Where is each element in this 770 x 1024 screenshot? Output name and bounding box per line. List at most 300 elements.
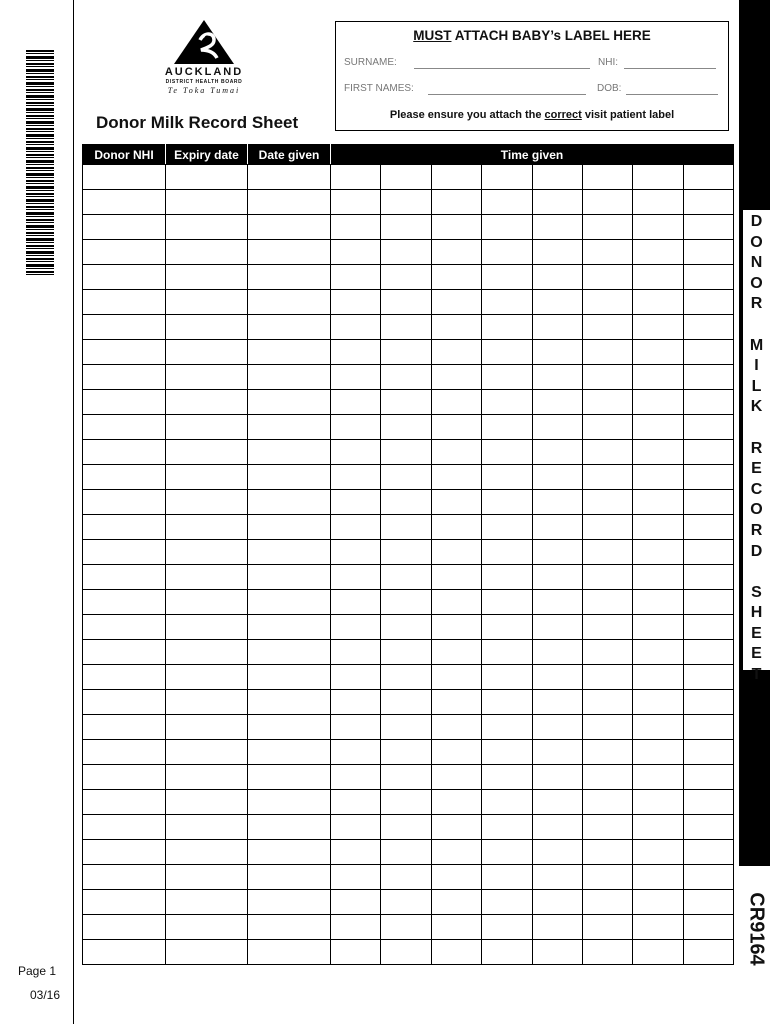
- time-given-cell[interactable]: [683, 915, 733, 940]
- time-given-cell[interactable]: [482, 840, 532, 865]
- time-given-cell[interactable]: [633, 390, 683, 415]
- time-given-cell[interactable]: [582, 540, 632, 565]
- time-given-cell[interactable]: [381, 865, 431, 890]
- time-given-cell[interactable]: [532, 715, 582, 740]
- time-given-cell[interactable]: [381, 740, 431, 765]
- time-given-cell[interactable]: [633, 765, 683, 790]
- time-given-cell[interactable]: [331, 415, 381, 440]
- time-given-cell[interactable]: [431, 590, 481, 615]
- time-given-cell[interactable]: [683, 165, 733, 190]
- expiry-date-cell[interactable]: [166, 865, 248, 890]
- date-given-cell[interactable]: [248, 690, 331, 715]
- donor-nhi-cell[interactable]: [83, 190, 166, 215]
- time-given-cell[interactable]: [331, 665, 381, 690]
- date-given-cell[interactable]: [248, 565, 331, 590]
- time-given-cell[interactable]: [431, 390, 481, 415]
- expiry-date-cell[interactable]: [166, 665, 248, 690]
- expiry-date-cell[interactable]: [166, 165, 248, 190]
- donor-nhi-cell[interactable]: [83, 640, 166, 665]
- expiry-date-cell[interactable]: [166, 915, 248, 940]
- time-given-cell[interactable]: [633, 815, 683, 840]
- time-given-cell[interactable]: [633, 890, 683, 915]
- time-given-cell[interactable]: [331, 515, 381, 540]
- time-given-cell[interactable]: [582, 415, 632, 440]
- time-given-cell[interactable]: [532, 440, 582, 465]
- time-given-cell[interactable]: [532, 840, 582, 865]
- time-given-cell[interactable]: [381, 840, 431, 865]
- time-given-cell[interactable]: [532, 915, 582, 940]
- expiry-date-cell[interactable]: [166, 540, 248, 565]
- time-given-cell[interactable]: [482, 540, 532, 565]
- time-given-cell[interactable]: [683, 215, 733, 240]
- time-given-cell[interactable]: [532, 665, 582, 690]
- donor-nhi-cell[interactable]: [83, 365, 166, 390]
- time-given-cell[interactable]: [331, 240, 381, 265]
- donor-nhi-cell[interactable]: [83, 790, 166, 815]
- time-given-cell[interactable]: [331, 840, 381, 865]
- expiry-date-cell[interactable]: [166, 190, 248, 215]
- time-given-cell[interactable]: [331, 465, 381, 490]
- time-given-cell[interactable]: [381, 690, 431, 715]
- time-given-cell[interactable]: [582, 390, 632, 415]
- time-given-cell[interactable]: [532, 190, 582, 215]
- time-given-cell[interactable]: [582, 465, 632, 490]
- time-given-cell[interactable]: [683, 390, 733, 415]
- donor-nhi-cell[interactable]: [83, 865, 166, 890]
- time-given-cell[interactable]: [683, 415, 733, 440]
- time-given-cell[interactable]: [331, 315, 381, 340]
- time-given-cell[interactable]: [431, 915, 481, 940]
- donor-nhi-cell[interactable]: [83, 740, 166, 765]
- expiry-date-cell[interactable]: [166, 315, 248, 340]
- date-given-cell[interactable]: [248, 465, 331, 490]
- time-given-cell[interactable]: [381, 490, 431, 515]
- time-given-cell[interactable]: [331, 715, 381, 740]
- time-given-cell[interactable]: [331, 690, 381, 715]
- time-given-cell[interactable]: [381, 465, 431, 490]
- time-given-cell[interactable]: [431, 165, 481, 190]
- time-given-cell[interactable]: [381, 365, 431, 390]
- time-given-cell[interactable]: [431, 840, 481, 865]
- time-given-cell[interactable]: [431, 465, 481, 490]
- time-given-cell[interactable]: [683, 840, 733, 865]
- time-given-cell[interactable]: [582, 790, 632, 815]
- expiry-date-cell[interactable]: [166, 815, 248, 840]
- time-given-cell[interactable]: [683, 715, 733, 740]
- expiry-date-cell[interactable]: [166, 465, 248, 490]
- time-given-cell[interactable]: [582, 815, 632, 840]
- time-given-cell[interactable]: [683, 265, 733, 290]
- date-given-cell[interactable]: [248, 265, 331, 290]
- expiry-date-cell[interactable]: [166, 890, 248, 915]
- date-given-cell[interactable]: [248, 440, 331, 465]
- time-given-cell[interactable]: [482, 765, 532, 790]
- expiry-date-cell[interactable]: [166, 840, 248, 865]
- time-given-cell[interactable]: [683, 515, 733, 540]
- time-given-cell[interactable]: [582, 865, 632, 890]
- expiry-date-cell[interactable]: [166, 215, 248, 240]
- time-given-cell[interactable]: [532, 640, 582, 665]
- date-given-cell[interactable]: [248, 290, 331, 315]
- time-given-cell[interactable]: [381, 390, 431, 415]
- time-given-cell[interactable]: [431, 515, 481, 540]
- donor-nhi-cell[interactable]: [83, 540, 166, 565]
- time-given-cell[interactable]: [683, 565, 733, 590]
- time-given-cell[interactable]: [482, 465, 532, 490]
- donor-nhi-cell[interactable]: [83, 915, 166, 940]
- time-given-cell[interactable]: [381, 615, 431, 640]
- date-given-cell[interactable]: [248, 715, 331, 740]
- time-given-cell[interactable]: [431, 240, 481, 265]
- time-given-cell[interactable]: [582, 915, 632, 940]
- time-given-cell[interactable]: [683, 340, 733, 365]
- time-given-cell[interactable]: [582, 615, 632, 640]
- time-given-cell[interactable]: [683, 815, 733, 840]
- donor-nhi-cell[interactable]: [83, 440, 166, 465]
- time-given-cell[interactable]: [532, 390, 582, 415]
- donor-nhi-cell[interactable]: [83, 265, 166, 290]
- time-given-cell[interactable]: [381, 915, 431, 940]
- time-given-cell[interactable]: [331, 190, 381, 215]
- time-given-cell[interactable]: [633, 590, 683, 615]
- time-given-cell[interactable]: [431, 415, 481, 440]
- time-given-cell[interactable]: [683, 865, 733, 890]
- date-given-cell[interactable]: [248, 615, 331, 640]
- time-given-cell[interactable]: [683, 540, 733, 565]
- date-given-cell[interactable]: [248, 940, 331, 965]
- expiry-date-cell[interactable]: [166, 365, 248, 390]
- time-given-cell[interactable]: [482, 415, 532, 440]
- time-given-cell[interactable]: [482, 190, 532, 215]
- time-given-cell[interactable]: [532, 290, 582, 315]
- time-given-cell[interactable]: [482, 565, 532, 590]
- time-given-cell[interactable]: [532, 765, 582, 790]
- time-given-cell[interactable]: [431, 440, 481, 465]
- time-given-cell[interactable]: [532, 790, 582, 815]
- time-given-cell[interactable]: [582, 315, 632, 340]
- time-given-cell[interactable]: [381, 290, 431, 315]
- time-given-cell[interactable]: [381, 215, 431, 240]
- time-given-cell[interactable]: [381, 265, 431, 290]
- time-given-cell[interactable]: [381, 565, 431, 590]
- time-given-cell[interactable]: [532, 415, 582, 440]
- time-given-cell[interactable]: [633, 640, 683, 665]
- time-given-cell[interactable]: [683, 790, 733, 815]
- time-given-cell[interactable]: [482, 240, 532, 265]
- time-given-cell[interactable]: [633, 565, 683, 590]
- time-given-cell[interactable]: [582, 165, 632, 190]
- time-given-cell[interactable]: [582, 840, 632, 865]
- time-given-cell[interactable]: [381, 190, 431, 215]
- time-given-cell[interactable]: [431, 640, 481, 665]
- time-given-cell[interactable]: [331, 815, 381, 840]
- donor-nhi-cell[interactable]: [83, 590, 166, 615]
- time-given-cell[interactable]: [331, 165, 381, 190]
- time-given-cell[interactable]: [381, 765, 431, 790]
- time-given-cell[interactable]: [431, 890, 481, 915]
- time-given-cell[interactable]: [582, 240, 632, 265]
- time-given-cell[interactable]: [532, 365, 582, 390]
- time-given-cell[interactable]: [633, 365, 683, 390]
- time-given-cell[interactable]: [582, 290, 632, 315]
- date-given-cell[interactable]: [248, 490, 331, 515]
- date-given-cell[interactable]: [248, 340, 331, 365]
- time-given-cell[interactable]: [431, 365, 481, 390]
- time-given-cell[interactable]: [633, 865, 683, 890]
- time-given-cell[interactable]: [582, 515, 632, 540]
- expiry-date-cell[interactable]: [166, 415, 248, 440]
- time-given-cell[interactable]: [482, 390, 532, 415]
- time-given-cell[interactable]: [431, 790, 481, 815]
- donor-nhi-cell[interactable]: [83, 615, 166, 640]
- time-given-cell[interactable]: [582, 765, 632, 790]
- donor-nhi-cell[interactable]: [83, 315, 166, 340]
- donor-nhi-cell[interactable]: [83, 240, 166, 265]
- time-given-cell[interactable]: [683, 665, 733, 690]
- expiry-date-cell[interactable]: [166, 640, 248, 665]
- time-given-cell[interactable]: [683, 590, 733, 615]
- time-given-cell[interactable]: [683, 315, 733, 340]
- expiry-date-cell[interactable]: [166, 390, 248, 415]
- time-given-cell[interactable]: [331, 940, 381, 965]
- time-given-cell[interactable]: [482, 815, 532, 840]
- time-given-cell[interactable]: [431, 340, 481, 365]
- time-given-cell[interactable]: [431, 665, 481, 690]
- time-given-cell[interactable]: [482, 940, 532, 965]
- time-given-cell[interactable]: [381, 165, 431, 190]
- time-given-cell[interactable]: [582, 690, 632, 715]
- time-given-cell[interactable]: [633, 715, 683, 740]
- time-given-cell[interactable]: [431, 190, 481, 215]
- date-given-cell[interactable]: [248, 165, 331, 190]
- date-given-cell[interactable]: [248, 815, 331, 840]
- expiry-date-cell[interactable]: [166, 690, 248, 715]
- time-given-cell[interactable]: [381, 940, 431, 965]
- time-given-cell[interactable]: [683, 440, 733, 465]
- date-given-cell[interactable]: [248, 740, 331, 765]
- donor-nhi-cell[interactable]: [83, 465, 166, 490]
- date-given-cell[interactable]: [248, 515, 331, 540]
- time-given-cell[interactable]: [683, 615, 733, 640]
- time-given-cell[interactable]: [381, 640, 431, 665]
- time-given-cell[interactable]: [482, 640, 532, 665]
- time-given-cell[interactable]: [482, 165, 532, 190]
- donor-nhi-cell[interactable]: [83, 390, 166, 415]
- time-given-cell[interactable]: [532, 540, 582, 565]
- donor-nhi-cell[interactable]: [83, 765, 166, 790]
- date-given-cell[interactable]: [248, 640, 331, 665]
- time-given-cell[interactable]: [582, 640, 632, 665]
- time-given-cell[interactable]: [582, 565, 632, 590]
- time-given-cell[interactable]: [431, 765, 481, 790]
- expiry-date-cell[interactable]: [166, 240, 248, 265]
- time-given-cell[interactable]: [482, 490, 532, 515]
- expiry-date-cell[interactable]: [166, 740, 248, 765]
- time-given-cell[interactable]: [532, 690, 582, 715]
- time-given-cell[interactable]: [331, 790, 381, 815]
- time-given-cell[interactable]: [582, 490, 632, 515]
- expiry-date-cell[interactable]: [166, 515, 248, 540]
- time-given-cell[interactable]: [482, 890, 532, 915]
- expiry-date-cell[interactable]: [166, 440, 248, 465]
- time-given-cell[interactable]: [683, 690, 733, 715]
- time-given-cell[interactable]: [381, 315, 431, 340]
- time-given-cell[interactable]: [482, 915, 532, 940]
- time-given-cell[interactable]: [633, 240, 683, 265]
- time-given-cell[interactable]: [482, 340, 532, 365]
- time-given-cell[interactable]: [683, 890, 733, 915]
- time-given-cell[interactable]: [633, 215, 683, 240]
- time-given-cell[interactable]: [331, 865, 381, 890]
- time-given-cell[interactable]: [683, 940, 733, 965]
- time-given-cell[interactable]: [331, 740, 381, 765]
- donor-nhi-cell[interactable]: [83, 890, 166, 915]
- donor-nhi-cell[interactable]: [83, 665, 166, 690]
- time-given-cell[interactable]: [331, 490, 381, 515]
- time-given-cell[interactable]: [331, 215, 381, 240]
- donor-nhi-cell[interactable]: [83, 490, 166, 515]
- time-given-cell[interactable]: [482, 590, 532, 615]
- time-given-cell[interactable]: [482, 665, 532, 690]
- time-given-cell[interactable]: [582, 715, 632, 740]
- donor-nhi-cell[interactable]: [83, 840, 166, 865]
- time-given-cell[interactable]: [331, 290, 381, 315]
- time-given-cell[interactable]: [532, 165, 582, 190]
- time-given-cell[interactable]: [683, 190, 733, 215]
- time-given-cell[interactable]: [431, 615, 481, 640]
- donor-nhi-cell[interactable]: [83, 515, 166, 540]
- donor-nhi-cell[interactable]: [83, 290, 166, 315]
- time-given-cell[interactable]: [482, 265, 532, 290]
- donor-nhi-cell[interactable]: [83, 415, 166, 440]
- donor-nhi-cell[interactable]: [83, 715, 166, 740]
- time-given-cell[interactable]: [532, 890, 582, 915]
- time-given-cell[interactable]: [683, 290, 733, 315]
- time-given-cell[interactable]: [582, 265, 632, 290]
- time-given-cell[interactable]: [331, 365, 381, 390]
- time-given-cell[interactable]: [532, 865, 582, 890]
- time-given-cell[interactable]: [532, 615, 582, 640]
- time-given-cell[interactable]: [582, 440, 632, 465]
- time-given-cell[interactable]: [431, 815, 481, 840]
- time-given-cell[interactable]: [482, 615, 532, 640]
- date-given-cell[interactable]: [248, 190, 331, 215]
- time-given-cell[interactable]: [482, 440, 532, 465]
- time-given-cell[interactable]: [431, 565, 481, 590]
- time-given-cell[interactable]: [633, 940, 683, 965]
- time-given-cell[interactable]: [633, 915, 683, 940]
- time-given-cell[interactable]: [633, 315, 683, 340]
- time-given-cell[interactable]: [431, 540, 481, 565]
- date-given-cell[interactable]: [248, 790, 331, 815]
- expiry-date-cell[interactable]: [166, 940, 248, 965]
- time-given-cell[interactable]: [532, 815, 582, 840]
- time-given-cell[interactable]: [532, 240, 582, 265]
- time-given-cell[interactable]: [331, 340, 381, 365]
- time-given-cell[interactable]: [582, 890, 632, 915]
- time-given-cell[interactable]: [633, 265, 683, 290]
- time-given-cell[interactable]: [633, 790, 683, 815]
- expiry-date-cell[interactable]: [166, 790, 248, 815]
- time-given-cell[interactable]: [482, 715, 532, 740]
- time-given-cell[interactable]: [582, 590, 632, 615]
- time-given-cell[interactable]: [331, 890, 381, 915]
- time-given-cell[interactable]: [582, 365, 632, 390]
- expiry-date-cell[interactable]: [166, 265, 248, 290]
- time-given-cell[interactable]: [532, 740, 582, 765]
- time-given-cell[interactable]: [582, 940, 632, 965]
- date-given-cell[interactable]: [248, 540, 331, 565]
- time-given-cell[interactable]: [532, 565, 582, 590]
- time-given-cell[interactable]: [532, 490, 582, 515]
- time-given-cell[interactable]: [482, 515, 532, 540]
- time-given-cell[interactable]: [331, 640, 381, 665]
- time-given-cell[interactable]: [683, 765, 733, 790]
- time-given-cell[interactable]: [482, 215, 532, 240]
- time-given-cell[interactable]: [431, 315, 481, 340]
- time-given-cell[interactable]: [431, 265, 481, 290]
- time-given-cell[interactable]: [381, 415, 431, 440]
- time-given-cell[interactable]: [532, 340, 582, 365]
- date-given-cell[interactable]: [248, 365, 331, 390]
- expiry-date-cell[interactable]: [166, 490, 248, 515]
- date-given-cell[interactable]: [248, 865, 331, 890]
- time-given-cell[interactable]: [683, 640, 733, 665]
- time-given-cell[interactable]: [532, 940, 582, 965]
- time-given-cell[interactable]: [482, 365, 532, 390]
- time-given-cell[interactable]: [532, 590, 582, 615]
- time-given-cell[interactable]: [633, 515, 683, 540]
- time-given-cell[interactable]: [582, 740, 632, 765]
- time-given-cell[interactable]: [331, 615, 381, 640]
- time-given-cell[interactable]: [331, 440, 381, 465]
- donor-nhi-cell[interactable]: [83, 940, 166, 965]
- time-given-cell[interactable]: [532, 465, 582, 490]
- time-given-cell[interactable]: [381, 665, 431, 690]
- time-given-cell[interactable]: [633, 490, 683, 515]
- time-given-cell[interactable]: [582, 340, 632, 365]
- date-given-cell[interactable]: [248, 890, 331, 915]
- time-given-cell[interactable]: [381, 815, 431, 840]
- time-given-cell[interactable]: [683, 490, 733, 515]
- expiry-date-cell[interactable]: [166, 340, 248, 365]
- time-given-cell[interactable]: [633, 290, 683, 315]
- time-given-cell[interactable]: [431, 290, 481, 315]
- time-given-cell[interactable]: [582, 190, 632, 215]
- time-given-cell[interactable]: [381, 340, 431, 365]
- donor-nhi-cell[interactable]: [83, 340, 166, 365]
- time-given-cell[interactable]: [381, 790, 431, 815]
- time-given-cell[interactable]: [633, 165, 683, 190]
- date-given-cell[interactable]: [248, 390, 331, 415]
- time-given-cell[interactable]: [381, 515, 431, 540]
- time-given-cell[interactable]: [633, 415, 683, 440]
- time-given-cell[interactable]: [431, 490, 481, 515]
- expiry-date-cell[interactable]: [166, 615, 248, 640]
- time-given-cell[interactable]: [633, 340, 683, 365]
- time-given-cell[interactable]: [532, 515, 582, 540]
- time-given-cell[interactable]: [532, 315, 582, 340]
- time-given-cell[interactable]: [683, 240, 733, 265]
- time-given-cell[interactable]: [331, 265, 381, 290]
- time-given-cell[interactable]: [381, 240, 431, 265]
- time-given-cell[interactable]: [431, 690, 481, 715]
- time-given-cell[interactable]: [633, 540, 683, 565]
- time-given-cell[interactable]: [532, 215, 582, 240]
- date-given-cell[interactable]: [248, 215, 331, 240]
- time-given-cell[interactable]: [331, 540, 381, 565]
- time-given-cell[interactable]: [582, 215, 632, 240]
